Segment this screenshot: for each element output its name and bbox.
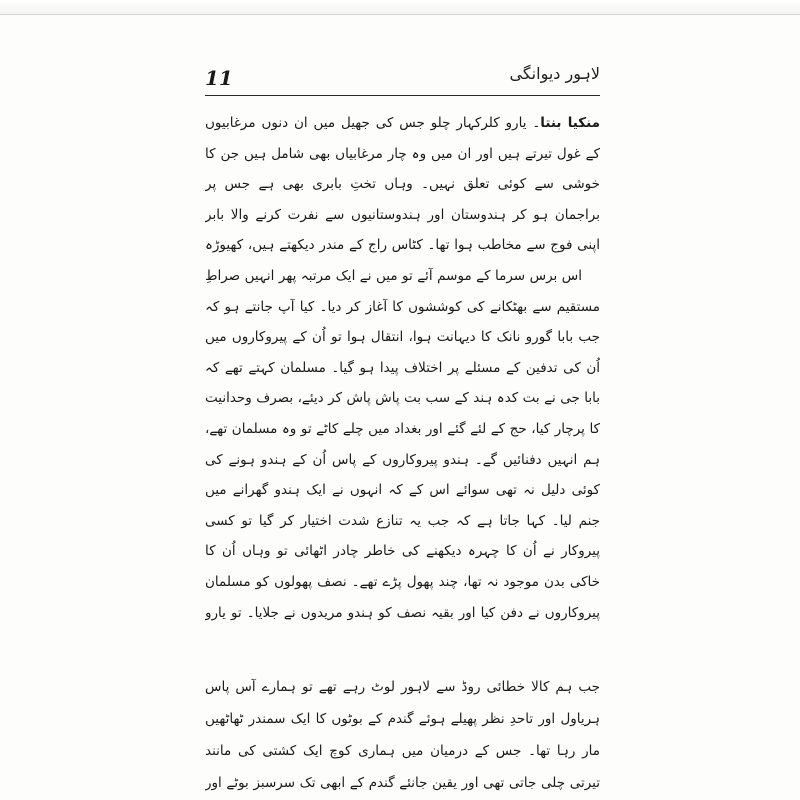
paragraph-3: جب ہم کالا خطائی روڈ سے لاہور لوٹ رہے تھے تو ہمارے آس پاس ہریاول اور تاحدِ نظر پھیلے ہوئے گندم کے بوٹوں کا ایک سمندر ٹھاٹھیں مار رہا تھا۔ جس کے درمیان میں ہماری کوچ ایک کشتی کی مانند تیرتی چلی جاتی تھی اور یقین جانئے گندم کے ابھی تک سرسبز بوٹے اور: [205, 678, 600, 791]
paragraph-1-lead: منکیا بنتا: [540, 115, 600, 131]
header-divider: [205, 95, 600, 96]
running-title: لاہور دیوانگی: [509, 64, 600, 83]
body-text: [205, 108, 600, 627]
paragraph-2: اس برس سرما کے موسم آئے تو میں نے ایک مرتبہ پھر انہیں صراطِ مستقیم سے بھٹکانے کی کوششوں کا آغاز کر دیا۔ کیا آپ جانتے ہو کہ جب بابا گورو نانک کا دیہانت ہوا، انتقال ہوا تو اُن کے پیروکاروں میں اُن کی تدفین کے مسئلے پر اختلاف پیدا ہو گیا۔ مسلمان کہتے تھے کہ بابا جی نے بت کدہ ہند کے سب بت پاش پاش کر دیئے، بصرف وحدانیت کا پرچار کیا، حج کے لئے گئے اور بغداد میں چلے کاٹے تو وہ مسلمان تھے، ہم انہیں دفنائیں گے۔ ہندو پیروکاروں کے پاس اُن کے ہندو ہونے کی کوئی دلیل نہ تھی سوائے اس کے کہ انہوں نے ایک ہندو گھرانے میں جنم لیا۔ کہا جاتا ہے کہ جب یہ تنازع شدت اختیار کر گیا تو کسی پیروکار نے اُن کا چہرہ دیکھنے کی خاطر چادر اٹھائی تو وہاں اُن کا خاکی بدن موجود نہ تھا، چند پھول پڑے تھے۔ نصف پھولوں کو مسلمان پیروکاروں نے دفن کیا اور بقیہ نصف کو ہندو مریدوں نے جلایا۔ تو یارو: [205, 268, 600, 621]
paragraph-1-text: ۔ یارو کلرکہار چلو جس کی جھیل میں ان دنوں مرغابیوں کے غول تیرتے ہیں اور ان میں وہ چار مرغابیاں بھی شامل ہیں جن کا خوشی سے کوئی تعلق نہیں۔ وہاں تختِ بابری بھی ہے جس پر براجمان ہو کر ہندوستان اور ہندوستانیوں سے نفرت کرنے والا بابر اپنی فوج سے مخاطب ہوا تھا۔ کٹاس راج کے مندر دیکھتے ہیں، کھیوڑہ: [205, 115, 600, 254]
page-header: [205, 62, 600, 96]
page-top-edge: [0, 0, 800, 15]
page-number: 11: [205, 66, 233, 90]
paragraph-1: [205, 108, 600, 261]
